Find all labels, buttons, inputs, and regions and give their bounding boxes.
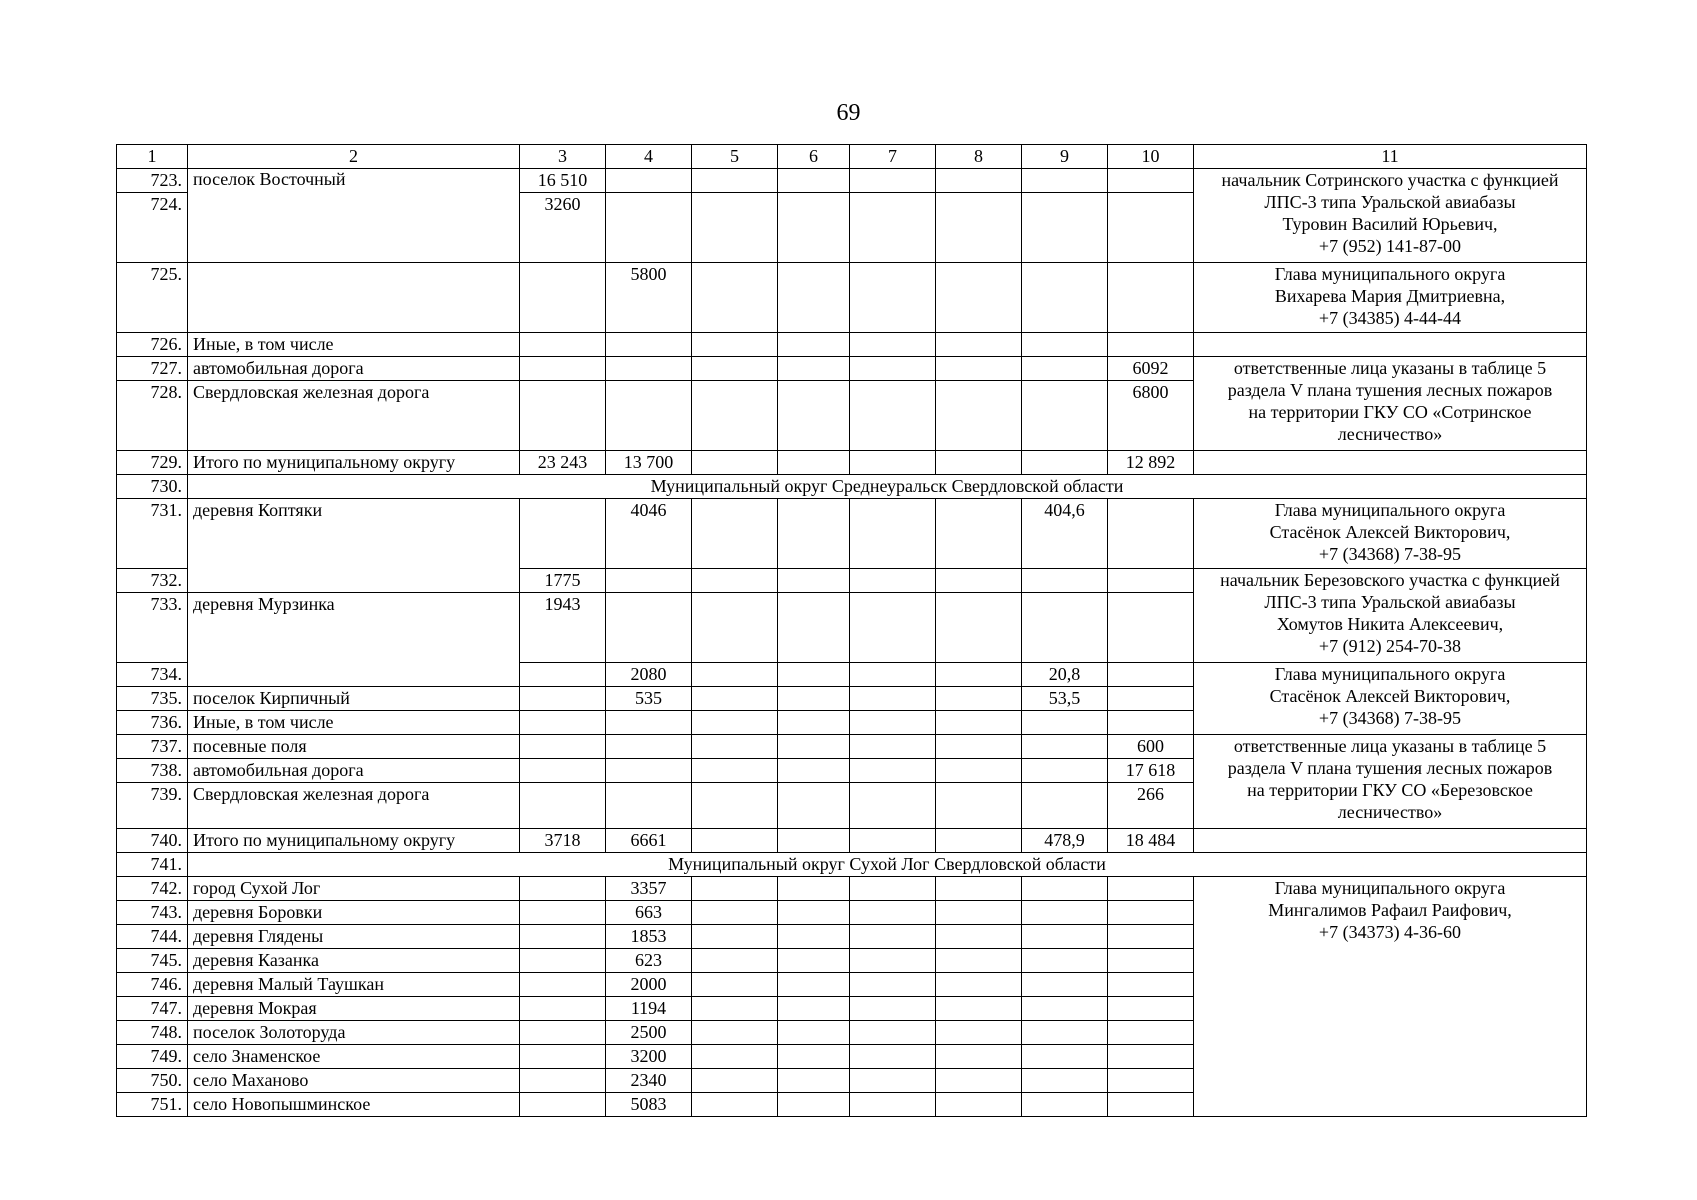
contact-cell: ответственные лица указаны в таблице 5 раздела V плана тушения лесных пожаров на территории ГКУ СО «Березовское лесничество» (1194, 735, 1587, 829)
row-number: 732. (117, 569, 188, 593)
cell-col10: 6800 (1108, 381, 1194, 451)
row-number: 730. (117, 475, 188, 499)
table-row (117, 877, 1587, 901)
settlement-name: деревня Малый Таушкан (188, 973, 520, 997)
settlement-name: автомобильная дорога (188, 357, 520, 381)
row-number: 724. (117, 193, 188, 263)
cell-col4: 2340 (606, 1069, 692, 1093)
row-number: 748. (117, 1021, 188, 1045)
header-cell: 10 (1108, 145, 1194, 169)
cell-col4: 2000 (606, 973, 692, 997)
row-number: 728. (117, 381, 188, 451)
header-cell: 2 (188, 145, 520, 169)
row-number: 723. (117, 169, 188, 193)
settlement-name: деревня Мокрая (188, 997, 520, 1021)
cell-col4: 3357 (606, 877, 692, 901)
header-cell: 6 (778, 145, 850, 169)
row-number: 733. (117, 593, 188, 663)
settlement-name: Свердловская железная дорога (188, 381, 520, 451)
settlement-name: поселок Восточный (188, 263, 520, 333)
header-cell: 9 (1022, 145, 1108, 169)
row-number: 751. (117, 1093, 188, 1117)
settlement-name: поселок Золоторуда (188, 1021, 520, 1045)
cell-col4: 6661 (606, 829, 692, 853)
cell-col10: 266 (1108, 783, 1194, 829)
settlement-name: деревня Казанка (188, 949, 520, 973)
settlement-name: деревня Глядены (188, 925, 520, 949)
table-row (117, 263, 1587, 333)
table-row (117, 735, 1587, 759)
contact-cell: Глава муниципального округа Стасёнок Алексей Викторович, +7 (34368) 7-38-95 (1194, 663, 1587, 735)
cell-col9: 478,9 (1022, 829, 1108, 853)
settlement-name: деревня Боровки (188, 901, 520, 925)
cell-col10: 6092 (1108, 357, 1194, 381)
cell-col4: 663 (606, 901, 692, 925)
cell-col9: 53,5 (1022, 687, 1108, 711)
settlement-name: Свердловская железная дорога (188, 783, 520, 829)
data-table (116, 144, 1587, 1117)
table-row (117, 829, 1587, 853)
cell-col9: 20,8 (1022, 663, 1108, 687)
section-row (117, 475, 1587, 499)
row-number: 734. (117, 663, 188, 687)
cell-col4: 5800 (606, 263, 692, 333)
cell-col10: 17 618 (1108, 759, 1194, 783)
settlement-name: посевные поля (188, 735, 520, 759)
settlement-name: поселок Кирпичный (188, 687, 520, 711)
cell-col4: 2500 (606, 1021, 692, 1045)
contact-cell: ответственные лица указаны в таблице 5 раздела V плана тушения лесных пожаров на территории ГКУ СО «Сотринское лесничество» (1194, 357, 1587, 451)
table-row (117, 333, 1587, 357)
settlement-name: деревня Мурзинка (188, 593, 520, 687)
contact-cell: начальник Березовского участка с функцией ЛПС-3 типа Уральской авиабазы Хомутов Никита Алексеевич, +7 (912) 254-70-38 (1194, 569, 1587, 663)
settlement-name: село Новопышминское (188, 1093, 520, 1117)
row-number: 750. (117, 1069, 188, 1093)
settlement-name: город Сухой Лог (188, 877, 520, 901)
table-row (117, 499, 1587, 569)
cell-col10: 12 892 (1108, 451, 1194, 475)
settlement-name: Иные, в том числе (188, 333, 520, 357)
header-cell: 1 (117, 145, 188, 169)
row-number: 739. (117, 783, 188, 829)
settlement-name: село Знаменское (188, 1045, 520, 1069)
cell-col4: 2080 (606, 663, 692, 687)
row-number: 736. (117, 711, 188, 735)
page-number: 69 (836, 100, 861, 126)
header-cell: 3 (520, 145, 606, 169)
cell-col10: 600 (1108, 735, 1194, 759)
cell-col3: 16 510 (520, 169, 606, 193)
row-number: 729. (117, 451, 188, 475)
cell-col4: 1853 (606, 925, 692, 949)
header-cell: 8 (936, 145, 1022, 169)
cell-col3: 23 243 (520, 451, 606, 475)
cell-col4: 13 700 (606, 451, 692, 475)
row-number: 726. (117, 333, 188, 357)
row-number: 727. (117, 357, 188, 381)
cell-col4: 4046 (606, 499, 692, 569)
row-number: 745. (117, 949, 188, 973)
cell-col3: 1943 (520, 593, 606, 663)
cell-col4: 5083 (606, 1093, 692, 1117)
header-cell: 4 (606, 145, 692, 169)
row-number: 746. (117, 973, 188, 997)
cell-col4: 535 (606, 687, 692, 711)
row-number: 742. (117, 877, 188, 901)
total-label: Итого по муниципальному округу (188, 451, 520, 475)
row-number: 738. (117, 759, 188, 783)
contact-cell: начальник Сотринского участка с функцией ЛПС-3 типа Уральской авиабазы Туровин Василий Юрьевич, +7 (952) 141-87-00 (1194, 169, 1587, 263)
row-number: 740. (117, 829, 188, 853)
table-row (117, 357, 1587, 381)
header-row (117, 145, 1587, 169)
row-number: 741. (117, 853, 188, 877)
cell-col4: 1194 (606, 997, 692, 1021)
row-number: 735. (117, 687, 188, 711)
cell-col10: 18 484 (1108, 829, 1194, 853)
contact-cell: Глава муниципального округа Стасёнок Алексей Викторович, +7 (34368) 7-38-95 (1194, 499, 1587, 569)
cell-col9: 404,6 (1022, 499, 1108, 569)
header-cell: 11 (1194, 145, 1587, 169)
row-number: 743. (117, 901, 188, 925)
cell-col3: 3718 (520, 829, 606, 853)
header-cell: 7 (850, 145, 936, 169)
cell-col4: 3200 (606, 1045, 692, 1069)
section-title: Муниципальный округ Сухой Лог Свердловской области (188, 853, 1587, 877)
settlement-name: село Маханово (188, 1069, 520, 1093)
row-number: 744. (117, 925, 188, 949)
row-number: 747. (117, 997, 188, 1021)
row-number: 737. (117, 735, 188, 759)
cell-col3: 3260 (520, 193, 606, 263)
row-number: 725. (117, 263, 188, 333)
settlement-name: деревня Коптяки (188, 499, 520, 593)
header-cell: 5 (692, 145, 778, 169)
cell-col3: 1775 (520, 569, 606, 593)
section-title: Муниципальный округ Среднеуральск Свердловской области (188, 475, 1587, 499)
cell-col4: 623 (606, 949, 692, 973)
table-row (117, 451, 1587, 475)
section-row (117, 853, 1587, 877)
contact-cell: Глава муниципального округа Вихарева Мария Дмитриевна, +7 (34385) 4-44-44 (1194, 263, 1587, 333)
row-number: 749. (117, 1045, 188, 1069)
contact-cell: Глава муниципального округа Мингалимов Рафаил Раифович, +7 (34373) 4-36-60 (1194, 877, 1587, 1117)
row-number: 731. (117, 499, 188, 569)
total-label: Итого по муниципальному округу (188, 829, 520, 853)
settlement-name: Иные, в том числе (188, 711, 520, 735)
settlement-name: автомобильная дорога (188, 759, 520, 783)
